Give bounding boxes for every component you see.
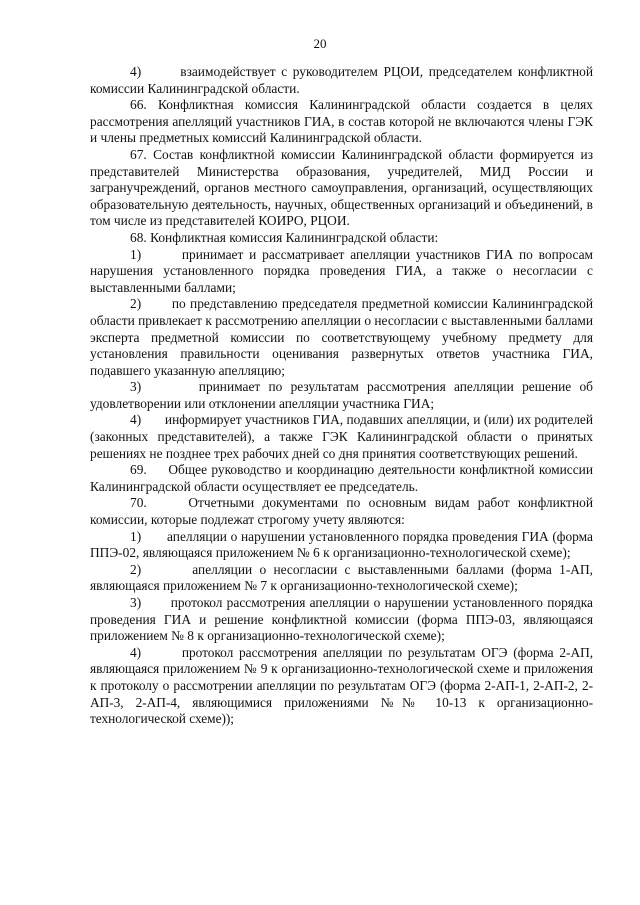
document-body [90, 64, 593, 728]
paragraph-68-item-1: 1) принимает и рассматривает апелляции участников ГИА по вопросам нарушения установленного порядка проведения ГИА, а также о несогласии с выставленными баллами; [90, 246, 593, 295]
paragraph-68-item-4: 4) информирует участников ГИА, подавших апелляции, и (или) их родителей (законных представителей), а также ГЭК Калининградской области о принятых решениях не позднее трех рабочих дней со дня принятия соответствующих решений. [90, 412, 593, 461]
paragraph-69: 69. Общее руководство и координацию деятельности конфликтной комиссии Калининградской области осуществляет ее председатель. [90, 462, 593, 494]
paragraph-68-item-2: 2) по представлению председателя предметной комиссии Калининградской области привлекает к рассмотрению апелляции о несогласии с выставленными баллами эксперта предметной комиссии по соответствующему учебному предмету для установления правильности оценивания развернутых ответов участника ГИА, подавшего указанную апелляцию; [90, 296, 593, 378]
paragraph-70-item-3: 3) протокол рассмотрения апелляции о нарушении установленного порядка проведения ГИА и решение конфликтной комиссии (форма ППЭ-03, являющаяся приложением № 8 к организационно-технологической схеме); [90, 595, 593, 644]
paragraph-70-item-2: 2) апелляции о несогласии с выставленными баллами (форма 1-АП, являющаяся приложением № 7 к организационно-технологической схеме); [90, 561, 593, 594]
page-number: 20 [313, 36, 327, 51]
paragraph-70-item-4: 4) протокол рассмотрения апелляции по результатам ОГЭ (форма 2-АП, являющаяся приложением № 9 к организационно-технологической схеме и приложения к протоколу о рассмотрении апелляции по результатам ОГЭ (форма 2-АП-1, 2-АП-2, 2-АП-3, 2-АП-4, являющимися приложениями №№ 10-13 к организационно-технологической схеме)); [90, 644, 593, 727]
paragraph-70-item-1: 1) апелляции о нарушении установленного порядка проведения ГИА (форма ППЭ-02, являющаяся приложением № 6 к организационно-технологической схеме); [90, 528, 593, 561]
paragraph-68-heading: 68. Конфликтная комиссия Калининградской области: [130, 229, 439, 245]
paragraph-67: 67. Состав конфликтной комиссии Калининградской области формируется из представителей Министерства образования, учредителей, МИД России и загранучреждений, органов местного самоуправления, организаций, осуществляющих образовательную деятельность, научных, общественных организаций и объединений, в том числе из представителей КОИРО, РЦОИ. [90, 146, 593, 229]
paragraph-item-4-interaction: 4) взаимодействует с руководителем РЦОИ, председателем конфликтной комиссии Калининградской области. [90, 64, 593, 96]
paragraph-70-heading: 70. Отчетными документами по основным видам работ конфликтной комиссии, которые подлежат строгому учету являются: [90, 495, 593, 528]
paragraph-66: 66. Конфликтная комиссия Калининградской области создается в целях рассмотрения апелляций участников ГИА, в состав которой не включаются члены ГЭК и члены предметных комиссий Калининградской области. [90, 97, 593, 146]
paragraph-68-item-3: 3) принимает по результатам рассмотрения апелляции решение об удовлетворении или отклонении апелляции участника ГИА; [90, 379, 593, 411]
